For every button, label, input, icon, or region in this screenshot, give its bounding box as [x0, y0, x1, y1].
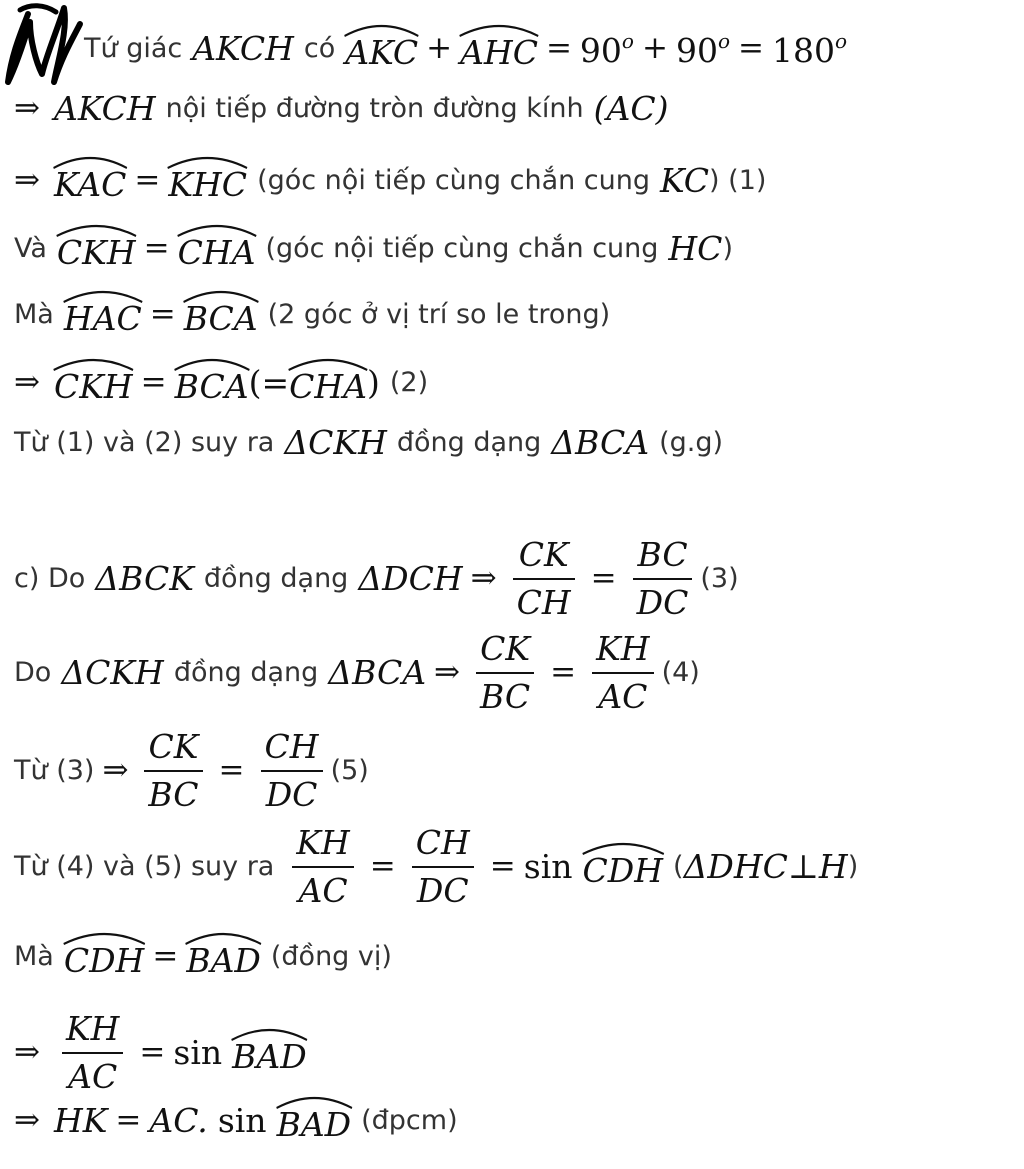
- line-14: [14, 1100, 1014, 1144]
- equals-sign: =: [143, 230, 170, 266]
- equals-sign: =: [115, 1102, 142, 1138]
- implies-arrow: ⇒: [14, 364, 40, 400]
- text: Mà: [14, 299, 54, 330]
- text: (2 góc ở vị trí so le trong): [267, 299, 611, 330]
- line-7: [14, 423, 1014, 462]
- equation-tag: (2): [389, 367, 429, 398]
- equals-sign: =: [590, 560, 617, 597]
- text: đồng dạng: [173, 657, 319, 689]
- equals-sign: =: [140, 364, 167, 400]
- paren-close: ): [367, 363, 380, 402]
- text: ): [722, 233, 733, 264]
- sine-function: sin: [523, 847, 573, 887]
- angle-with-hat: HAC: [64, 294, 142, 335]
- line-11: [14, 824, 1014, 910]
- line-6: [14, 362, 1014, 406]
- angle-with-hat: BCA: [175, 362, 249, 403]
- implies-arrow: ⇒: [470, 560, 497, 597]
- line-12: [14, 936, 1014, 980]
- triangle-name: ΔCKH: [61, 653, 164, 693]
- angle-with-hat: AKC: [345, 28, 418, 69]
- text: Do: [14, 657, 52, 689]
- implies-arrow: ⇒: [14, 1102, 40, 1138]
- line-8: [14, 536, 1014, 622]
- text: có: [303, 33, 336, 64]
- implies-arrow: ⇒: [14, 1034, 40, 1071]
- sine-function: sin: [217, 1101, 267, 1140]
- line-10: [14, 728, 1014, 814]
- line-3: [14, 160, 1014, 204]
- line-1: [84, 28, 1014, 72]
- degree-value: 180$^o$: [771, 28, 848, 70]
- angle-with-hat: CHA: [178, 228, 256, 269]
- plus-sign: +: [426, 30, 453, 66]
- fraction: $\frac{CK}{BC}$: [476, 630, 534, 716]
- diameter: (AC): [593, 89, 669, 128]
- line-2: [14, 89, 1014, 128]
- angle-with-hat: BAD: [277, 1100, 352, 1141]
- fraction: $\frac{KH}{AC}$: [62, 1010, 123, 1096]
- triangle-name: ΔDCH: [358, 559, 463, 599]
- fraction: $\frac{CK}{CH}$: [513, 536, 575, 622]
- text: (đpcm): [361, 1105, 458, 1136]
- degree-value: 90$^o$: [675, 28, 730, 70]
- angle-with-hat: BAD: [186, 936, 261, 977]
- triangle-name: ΔBCA: [328, 653, 427, 693]
- equals-sign: =: [369, 848, 396, 885]
- segment: AC.: [149, 1101, 208, 1140]
- angle-with-hat: CDH: [583, 846, 664, 887]
- condition: ΔDHC⊥H: [683, 847, 848, 887]
- triangle-name: ΔBCK: [95, 559, 194, 599]
- angle-with-hat: KHC: [168, 160, 247, 201]
- degree-value: 90$^o$: [579, 28, 634, 70]
- implies-arrow: ⇒: [434, 654, 461, 691]
- triangle-name: ΔBCA: [551, 423, 650, 462]
- line-4: [14, 228, 1014, 272]
- plus-sign: +: [641, 30, 668, 66]
- equation-tag: (5): [330, 755, 369, 787]
- text: ) (1): [709, 165, 767, 196]
- paren-open: (=: [248, 363, 290, 402]
- text: (: [673, 851, 684, 883]
- fraction: $\frac{CH}{DC}$: [412, 824, 474, 910]
- text: đồng dạng: [203, 563, 349, 595]
- text: ): [847, 851, 859, 883]
- text: (góc nội tiếp cùng chắn cung: [257, 165, 651, 196]
- angle-with-hat: AHC: [460, 28, 538, 69]
- equals-sign: =: [152, 938, 179, 974]
- text: (đồng vị): [270, 941, 392, 972]
- text: Từ (3): [14, 755, 95, 787]
- equals-sign: =: [550, 654, 577, 691]
- arc-name: KC: [660, 161, 710, 200]
- text: Và: [14, 233, 47, 264]
- text: c) Do: [14, 563, 86, 595]
- implies-arrow: ⇒: [14, 90, 40, 126]
- text: Từ (4) và (5) suy ra: [14, 851, 275, 883]
- text: đồng dạng: [396, 427, 542, 458]
- angle-with-hat: BCA: [184, 294, 258, 335]
- equals-sign: =: [738, 30, 764, 66]
- fraction: $\frac{CH}{DC}$: [261, 728, 323, 814]
- fraction: $\frac{KH}{AC}$: [292, 824, 353, 910]
- line-13: [14, 1010, 1014, 1096]
- handwritten-scribble: [0, 0, 90, 100]
- equation-tag: (4): [661, 657, 700, 689]
- equals-sign: =: [489, 848, 516, 885]
- fraction: $\frac{KH}{AC}$: [592, 630, 653, 716]
- text: Tứ giác: [84, 33, 183, 64]
- implies-arrow: ⇒: [102, 752, 129, 789]
- line-5: [14, 294, 1014, 338]
- equals-sign: =: [149, 296, 176, 332]
- equals-sign: =: [134, 162, 161, 198]
- fraction: $\frac{BC}{DC}$: [633, 536, 693, 622]
- equation-tag: (3): [700, 563, 739, 595]
- implies-arrow: ⇒: [14, 162, 40, 198]
- text: (góc nội tiếp cùng chắn cung: [265, 233, 659, 264]
- angle-with-hat: CKH: [57, 228, 136, 269]
- equals-sign: =: [218, 752, 245, 789]
- triangle-name: ΔCKH: [284, 423, 387, 462]
- angle-with-hat: CDH: [64, 936, 145, 977]
- equals-sign: =: [139, 1034, 166, 1071]
- angle-with-hat: CHA: [289, 362, 367, 403]
- sine-function: sin: [173, 1033, 223, 1073]
- segment: HK: [53, 1101, 108, 1140]
- text: Từ (1) và (2) suy ra: [14, 427, 275, 458]
- line-9: [14, 630, 1014, 716]
- text: nội tiếp đường tròn đường kính: [165, 93, 584, 124]
- fraction: $\frac{CK}{BC}$: [144, 728, 202, 814]
- text: (g.g): [659, 427, 724, 458]
- angle-with-hat: CKH: [54, 362, 133, 403]
- text: Mà: [14, 941, 54, 972]
- angle-with-hat: BAD: [232, 1032, 307, 1073]
- arc-name: HC: [668, 229, 723, 268]
- quadrilateral-name: AKCH: [192, 29, 294, 68]
- equals-sign: =: [545, 30, 572, 66]
- quadrilateral-name: AKCH: [53, 89, 156, 128]
- angle-with-hat: KAC: [54, 160, 126, 201]
